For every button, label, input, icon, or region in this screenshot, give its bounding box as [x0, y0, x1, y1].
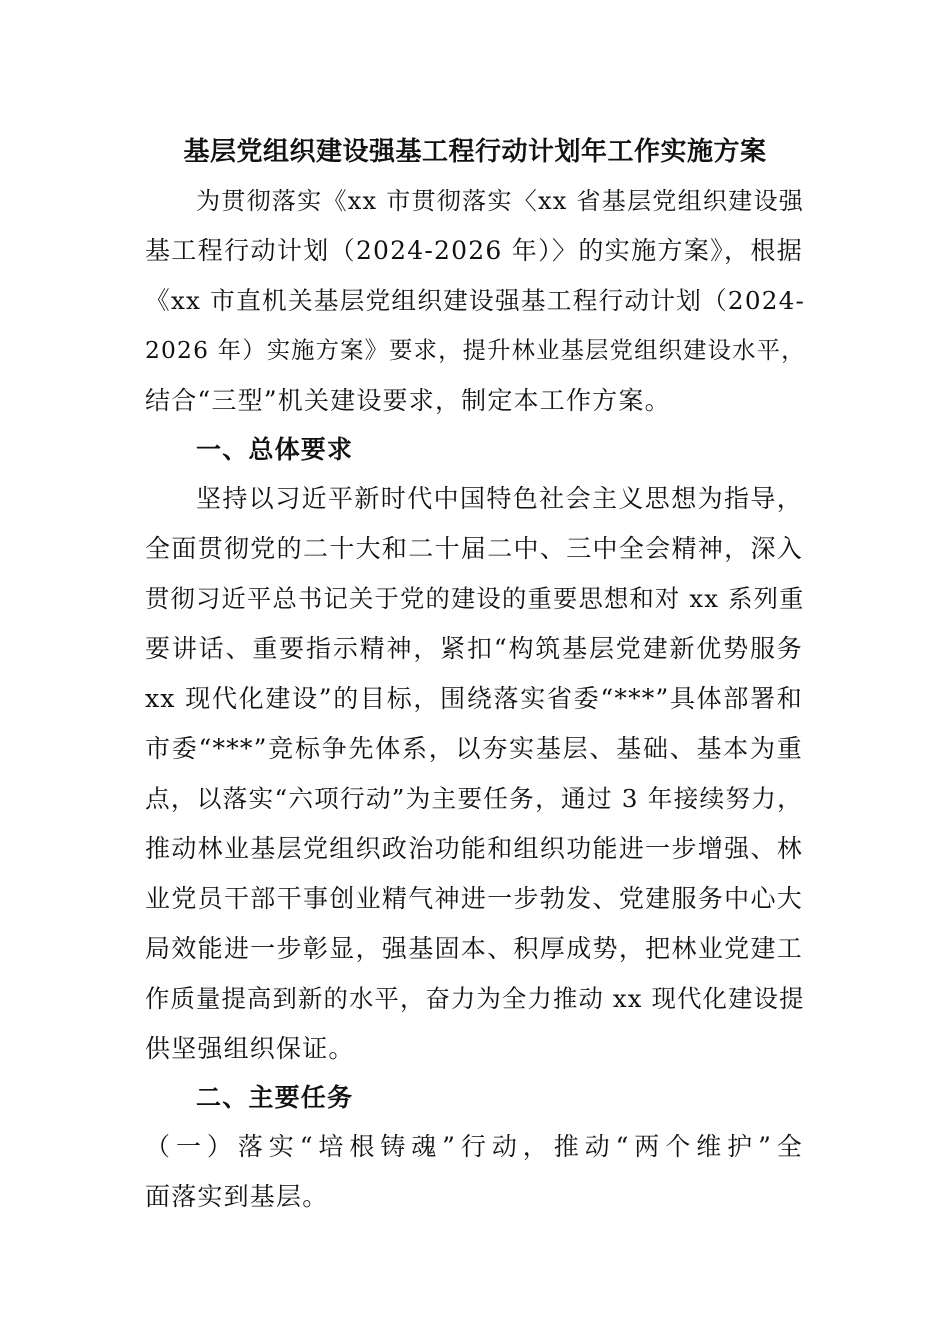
intro-line-2: 基工程行动计划（2024-2026 年）〉的实施方案》，根据 [145, 236, 803, 265]
section1-line-2: 全面贯彻党的二十大和二十届二中、三中全会精神，深入 [145, 534, 803, 563]
section1-line-10: 局效能进一步彰显，强基固本、积厚成势，把林业党建工 [145, 934, 803, 963]
intro-line-3: 《xx 市直机关基层党组织建设强基工程行动计划（2024- [145, 286, 806, 315]
section1-line-3: 贯彻习近平总书记关于党的建设的重要思想和对 xx 系列重 [145, 584, 805, 613]
document-title: 基层党组织建设强基工程行动计划年工作实施方案 [183, 137, 767, 167]
intro-line-1: 为贯彻落实《xx 市贯彻落实〈xx 省基层党组织建设强 [196, 187, 805, 215]
section1-line-4: 要讲话、重要指示精神，紧扣“构筑基层党建新优势服务 [145, 634, 803, 663]
section2-line-2: 面落实到基层。 [145, 1182, 329, 1211]
intro-line-4: 2026 年）实施方案》要求，提升林业基层党组织建设水平， [145, 337, 806, 364]
section2-line-1: （一）落实“培根铸魂”行动，推动“两个维护”全 [145, 1132, 803, 1161]
section1-line-5: xx 现代化建设”的目标，围绕落实省委“***”具体部署和 [145, 684, 803, 713]
section-heading-main-tasks: 二、主要任务 [196, 1083, 354, 1112]
section1-line-8: 推动林业基层党组织政治功能和组织功能进一步增强、林 [145, 834, 803, 863]
section1-line-11: 作质量提高到新的水平，奋力为全力推动 xx 现代化建设提 [145, 984, 805, 1013]
section1-line-9: 业党员干部干事创业精气神进一步勃发、党建服务中心大 [145, 884, 803, 913]
section-heading-general-requirements: 一、总体要求 [196, 435, 354, 464]
section1-line-1: 坚持以习近平新时代中国特色社会主义思想为指导， [196, 484, 803, 513]
intro-line-5: 结合“三型”机关建设要求，制定本工作方案。 [145, 386, 671, 415]
section1-line-7: 点，以落实“六项行动”为主要任务，通过 3 年接续努力， [145, 784, 804, 813]
section1-line-6: 市委“***”竞标争先体系，以夯实基层、基础、基本为重 [145, 734, 803, 763]
section1-line-12: 供坚强组织保证。 [145, 1034, 355, 1063]
